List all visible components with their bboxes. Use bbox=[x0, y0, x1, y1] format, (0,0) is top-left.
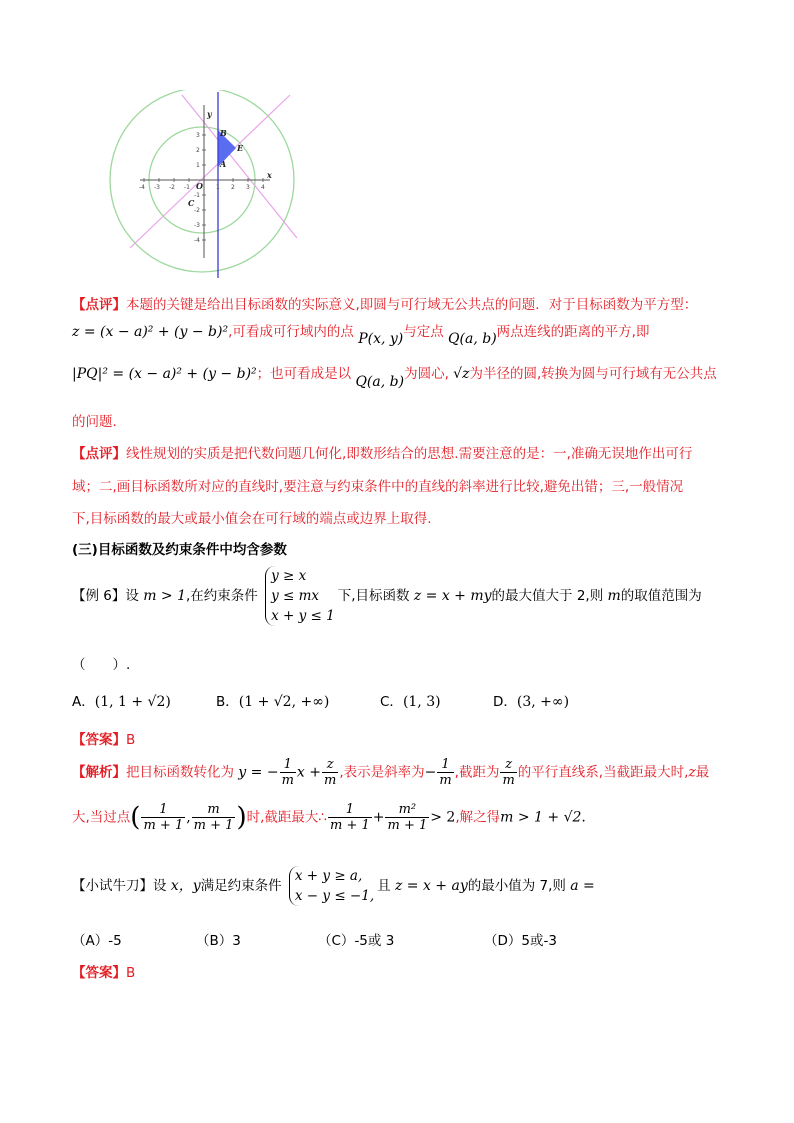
trial-answer bbox=[72, 961, 135, 981]
constraint: x + y ≥ a, bbox=[294, 868, 363, 884]
trial-tag: 【小试牛刀】 bbox=[72, 878, 153, 894]
comment-text: 域；二,画目标函数所对应的直线时,要注意与约束条件中的直线的斜率进行比较,避免出错；三,一般情况 bbox=[72, 479, 684, 495]
option-label: A． bbox=[72, 694, 95, 710]
option-value: (1, 1 + √2) bbox=[94, 694, 171, 710]
math-condition: m > 1 bbox=[143, 588, 187, 604]
question-text: 的最小值为 7,则 bbox=[467, 878, 566, 894]
objective-function: z = x + ay bbox=[394, 878, 468, 894]
fraction: $\frac{z}{m}$ bbox=[502, 757, 515, 788]
constraint: x + y ≤ 1 bbox=[271, 608, 335, 624]
question-text: 的最大值大于 2,则 bbox=[491, 588, 604, 604]
question-blank: （ ）. bbox=[72, 657, 131, 673]
analysis-text: 最 bbox=[695, 764, 710, 781]
comment-tag: 【点评】 bbox=[72, 446, 126, 462]
example6-answer bbox=[72, 728, 135, 748]
math: + bbox=[372, 809, 385, 826]
comment-text: 为圆心, bbox=[404, 366, 449, 382]
comment-text: 线性规划的实质是把代数问题几何化,即数形结合的思想.需要注意的是：一,准确无误地作出可行 bbox=[126, 446, 693, 462]
answer-value: B bbox=[126, 732, 136, 748]
comment1-line2 bbox=[72, 320, 650, 347]
fraction: $\frac{1}{m}$ bbox=[281, 757, 294, 788]
var-m: m bbox=[607, 588, 621, 604]
option-c[interactable] bbox=[380, 690, 441, 710]
axis-x-label: x bbox=[267, 170, 272, 180]
question-text: 设 bbox=[125, 588, 139, 604]
option-value: (3, +∞) bbox=[516, 694, 570, 710]
answer-tag: 【答案】 bbox=[72, 732, 126, 748]
sqrt-z: √z bbox=[453, 366, 470, 382]
comment-text: 下,目标函数的最大或最小值会在可行域的端点或边界上取得. bbox=[72, 511, 432, 527]
point-p: P(x, y) bbox=[358, 331, 404, 347]
comment2-line1 bbox=[72, 442, 692, 462]
trial-option-b[interactable] bbox=[196, 929, 241, 949]
x-tick-label: 1 bbox=[216, 184, 220, 191]
analysis-text: 的平行直线系,当截距最大时, bbox=[517, 764, 689, 781]
x-tick-label: 2 bbox=[231, 184, 235, 191]
comment-text: 与定点 bbox=[403, 324, 444, 340]
option-value: 5或-3 bbox=[521, 933, 557, 949]
analysis-text: ,解之得 bbox=[455, 809, 501, 826]
analysis-line2: 大,当过点( $\frac{1}{m + 1}$ , $\frac{m}{m + 1}$ )时,截距最大∴ $\frac{1}{m + 1}$ + $\frac{\text{m²}}{m + 1}$ > 2,解之得m > 1 + √2. bbox=[72, 802, 586, 833]
analysis-text: ,表示是斜率为 bbox=[339, 764, 425, 781]
option-label: D． bbox=[493, 694, 517, 710]
math-vars: x，y bbox=[170, 878, 201, 894]
math: x + bbox=[296, 764, 321, 781]
trial-option-a[interactable] bbox=[72, 929, 122, 949]
comment1-line3 bbox=[72, 362, 717, 390]
constraint: y ≥ x bbox=[271, 568, 307, 584]
analysis-text: ,截距为 bbox=[454, 764, 500, 781]
math: − bbox=[424, 764, 437, 781]
math: y = − bbox=[238, 764, 279, 781]
option-label: C． bbox=[380, 694, 403, 710]
x-tick-label: -4 bbox=[139, 184, 145, 191]
constraint-system bbox=[265, 566, 335, 626]
comment1-line4 bbox=[72, 410, 126, 430]
paren-open: ( bbox=[130, 802, 141, 833]
math-result: m > 1 + √2 bbox=[500, 809, 582, 826]
fraction: $\frac{1}{m}$ bbox=[439, 757, 452, 788]
fraction: $\frac{1}{m + 1}$ bbox=[329, 802, 370, 833]
origin-label: O bbox=[196, 181, 203, 191]
comment2-line3 bbox=[72, 507, 432, 527]
option-b[interactable] bbox=[216, 690, 329, 710]
objective-function: z = x + my bbox=[413, 588, 492, 604]
question-text: 且 bbox=[377, 878, 391, 894]
option-d[interactable] bbox=[493, 690, 569, 710]
fraction: $\frac{1}{m + 1}$ bbox=[143, 802, 184, 833]
constraint: x − y ≤ −1, bbox=[294, 888, 375, 904]
analysis-tag: 【解析】 bbox=[72, 764, 126, 781]
option-label: （B） bbox=[196, 933, 233, 949]
constraint: y ≤ mx bbox=[271, 588, 320, 604]
formula-pq: |PQ|² = (x − a)² + (y − b)² bbox=[72, 366, 257, 382]
point-label-a: A bbox=[220, 159, 227, 169]
option-label: （C） bbox=[318, 933, 355, 949]
coordinate-figure bbox=[100, 90, 300, 280]
question-text: ,在约束条件 bbox=[186, 588, 258, 604]
y-tick-label: 2 bbox=[196, 147, 200, 154]
axis-y-label: y bbox=[207, 109, 212, 119]
option-label: （D） bbox=[484, 933, 522, 949]
paren-close: ) bbox=[236, 802, 247, 833]
example-tag: 【例 6】 bbox=[72, 588, 126, 604]
example6-question bbox=[72, 566, 702, 626]
comment-text: ,可看成可行域内的点 bbox=[228, 324, 354, 340]
option-a[interactable] bbox=[72, 690, 171, 710]
comment-text: 两点连线的距离的平方,即 bbox=[496, 324, 650, 340]
y-tick-label: 1 bbox=[196, 162, 200, 169]
formula-z: z = (x − a)² + (y − b)² bbox=[72, 324, 229, 340]
trial-question bbox=[72, 866, 595, 906]
x-tick-label: -3 bbox=[154, 184, 160, 191]
point-q: Q(a, b) bbox=[355, 374, 405, 390]
x-tick-label: 3 bbox=[246, 184, 250, 191]
option-value: -5或 3 bbox=[354, 933, 395, 949]
comment-text: 本题的关键是给出目标函数的实际意义,即圆与可行域无公共点的问题．对于目标函数为平方型： bbox=[126, 297, 698, 313]
y-tick-label: -1 bbox=[194, 192, 200, 199]
point-label-b: B bbox=[220, 128, 227, 138]
x-tick-label: -2 bbox=[169, 184, 175, 191]
fraction: $\frac{m}{m + 1}$ bbox=[193, 802, 234, 833]
question-text: 设 bbox=[153, 878, 167, 894]
y-tick-label: -2 bbox=[194, 207, 200, 214]
analysis-text: 时,截距最大∴ bbox=[246, 809, 327, 826]
option-value: (1 + √2, +∞) bbox=[238, 694, 330, 710]
answer-tag: 【答案】 bbox=[72, 965, 126, 981]
comment-text: ；也可看成是以 bbox=[256, 366, 352, 382]
math: z bbox=[688, 764, 696, 781]
comment-text: 的问题． bbox=[72, 414, 126, 430]
x-tick-label: 4 bbox=[261, 184, 265, 191]
fraction: $\frac{z}{m}$ bbox=[323, 757, 337, 788]
option-label: B． bbox=[216, 694, 239, 710]
analysis-text: 大,当过点 bbox=[72, 809, 131, 826]
constraint-system bbox=[289, 866, 374, 906]
section-title: (三)目标函数及约束条件中均含参数 bbox=[72, 542, 287, 558]
point-q: Q(a, b) bbox=[448, 331, 497, 347]
comment-tag: 【点评】 bbox=[72, 297, 126, 313]
option-value: 3 bbox=[232, 933, 241, 949]
trial-option-d[interactable] bbox=[484, 929, 557, 949]
fraction: $\frac{\text{m²}}{m + 1}$ bbox=[387, 802, 428, 833]
x-tick-label: -1 bbox=[184, 184, 190, 191]
option-value: -5 bbox=[108, 933, 122, 949]
option-value: (1, 3) bbox=[402, 694, 441, 710]
y-tick-label: 3 bbox=[196, 132, 200, 139]
math-ask: a = bbox=[570, 878, 595, 894]
question-text: 下,目标函数 bbox=[337, 588, 410, 604]
option-label: （A） bbox=[72, 933, 109, 949]
question-text: 满足约束条件 bbox=[200, 878, 282, 894]
analysis-line1 bbox=[72, 757, 709, 788]
y-tick-label: -4 bbox=[194, 237, 200, 244]
point-label-e: E bbox=[237, 143, 244, 153]
question-text: 的取值范围为 bbox=[620, 588, 702, 604]
comment1-line1 bbox=[72, 293, 697, 313]
answer-value: B bbox=[126, 965, 136, 981]
comment2-line2 bbox=[72, 475, 683, 495]
point-label-c: C bbox=[188, 198, 195, 208]
analysis-text: 把目标函数转化为 bbox=[126, 764, 234, 781]
trial-option-c[interactable] bbox=[318, 929, 394, 949]
math: > 2 bbox=[430, 809, 456, 826]
comment-text: 为半径的圆,转换为圆与可行域有无公共点 bbox=[469, 366, 717, 382]
y-tick-label: -3 bbox=[194, 222, 200, 229]
